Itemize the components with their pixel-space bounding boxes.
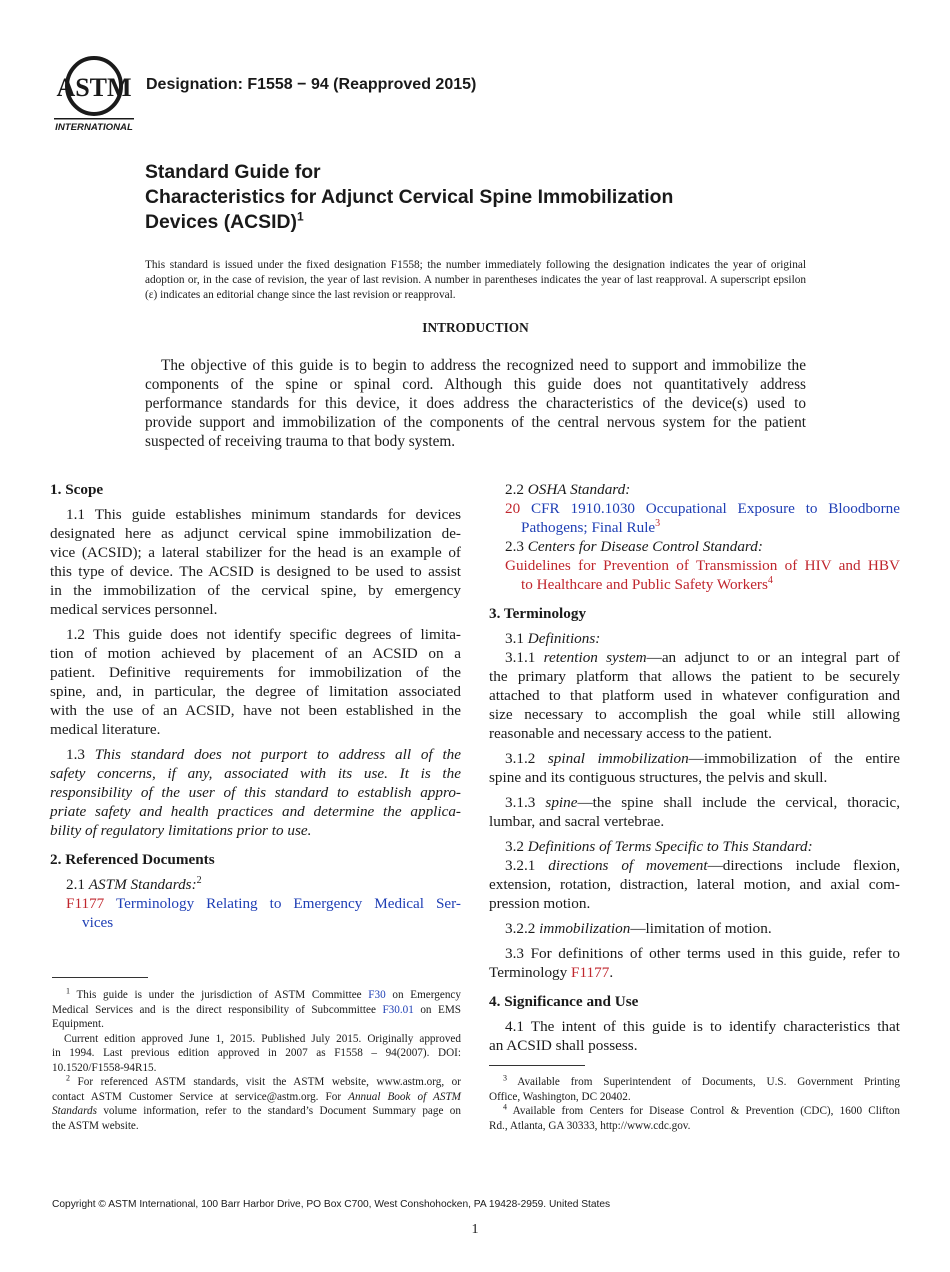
- link-f1177[interactable]: F1177: [571, 964, 610, 981]
- para-line: bility of regulatory limitations prior to use.: [50, 822, 312, 839]
- footnotes-left: [52, 988, 461, 1133]
- para-line: responsibility of the user of this standard to establish appro-: [50, 784, 461, 801]
- section-heading-scope: 1. Scope: [50, 481, 104, 498]
- reference-f1177-cont[interactable]: vices: [82, 914, 114, 931]
- reference-f1177[interactable]: F1177 Terminology Relating to Emergency Medical Ser-: [66, 895, 461, 912]
- para-line: safety concerns, if any, associated with its use. It is the: [50, 765, 461, 782]
- para-line: tion of motion achieved by placement of an ACSID on a: [50, 645, 461, 662]
- para-line: 3.2.1 directions of movement—directions include flexion,: [505, 857, 900, 874]
- page-number: 1: [471, 1222, 479, 1237]
- para-line: 3.1 Definitions:: [505, 630, 601, 647]
- para-line: 1.2 This guide does not identify specific degrees of limita-: [66, 626, 461, 643]
- footnotes-right: [489, 1075, 900, 1133]
- section-heading-significance: 4. Significance and Use: [489, 993, 639, 1010]
- link-f30[interactable]: F30: [368, 989, 386, 1001]
- para-line: medical literature.: [50, 721, 161, 738]
- title-line-1: Standard Guide for: [145, 161, 321, 183]
- para-line: 3.2.2 immobilization—limitation of motion.: [505, 920, 772, 937]
- intro-line: provide support and immobilization of the components of the central nervous system for the patient: [145, 414, 806, 431]
- title-line-3: Devices (ACSID)$^1$: [145, 209, 304, 233]
- footnote-rule-left: [52, 977, 148, 978]
- footnote-rule-right: [489, 1065, 585, 1066]
- intro-line: performance standards for this device, it does address the characteristics of the device(s) used to: [145, 395, 806, 412]
- intro-text: [145, 356, 806, 451]
- logo-letters: ASTM: [56, 73, 132, 102]
- para-line: spine, and, in particular, the degree of limitation associated: [50, 683, 461, 700]
- intro-line: suspected of receiving trauma to that body system.: [145, 433, 456, 450]
- footnote-line: Rd., Atlanta, GA 30333, http://www.cdc.gov.: [489, 1119, 691, 1132]
- footnote-line: Medical Services and is the direct responsibility of Subcommittee F30.01 on EMS: [52, 1003, 461, 1016]
- footnote-line: $^3$ Available from Superintendent of Documents, U.S. Government Printing: [503, 1073, 900, 1088]
- para-line: 3.3 For definitions of other terms used in this guide, refer to: [505, 945, 900, 962]
- footnote-line: contact ASTM Customer Service at service@astm.org. For Annual Book of ASTM: [52, 1090, 461, 1103]
- section-heading-referenced-documents: 2. Referenced Documents: [50, 851, 215, 868]
- para-line: 2.2 OSHA Standard:: [505, 481, 631, 498]
- title-block: [145, 160, 845, 235]
- para-line: 1.3 This standard does not purport to address all of the: [66, 746, 462, 763]
- para-line: attached to that platform used in whatever configuration and: [489, 687, 900, 704]
- para-line: 3.1.2 spinal immobilization—immobilization of the entire: [505, 750, 900, 767]
- reference-cdc-cont[interactable]: to Healthcare and Public Safety Workers$^4$: [521, 574, 773, 593]
- para-line: 1.1 This guide establishes minimum standards for devices: [66, 506, 461, 523]
- para-line: extension, rotation, distraction, lateral motion, and axial com-: [489, 876, 900, 893]
- intro-line: The objective of this guide is to begin to address the recognized need to support and immobilize the: [161, 357, 806, 374]
- para-line: lumbar, and sacral vertebrae.: [489, 813, 665, 830]
- footnote-line: Current edition approved June 1, 2015. Published July 2015. Originally approved: [64, 1032, 461, 1045]
- para-line: size necessary to accomplish the goal while still allowing: [489, 706, 900, 723]
- para-line: the primary platform that allows the patient to be securely: [489, 668, 900, 685]
- astm-logo: [52, 52, 136, 134]
- footnote-line: $^1$ This guide is under the jurisdiction of ASTM Committee F30 on Emergency: [66, 986, 461, 1001]
- footnote-line: the ASTM website.: [52, 1119, 139, 1132]
- logo-text: INTERNATIONAL: [55, 122, 133, 133]
- para-line: 2.3 Centers for Disease Control Standard:: [505, 538, 763, 555]
- para-line: 4.1 The intent of this guide is to identify characteristics that: [505, 1018, 900, 1035]
- para-line: designated here as adjunct cervical spine immobilization de-: [50, 525, 461, 542]
- title-line-2: Characteristics for Adjunct Cervical Spine Immobilization: [145, 186, 674, 208]
- reference-cfr[interactable]: 20 CFR 1910.1030 Occupational Exposure to Bloodborne: [505, 500, 901, 517]
- footnote-line: $^2$ For referenced ASTM standards, visit the ASTM website, www.astm.org, or: [66, 1073, 461, 1088]
- para-line: priate safety and health practices and determine the applica-: [50, 803, 461, 820]
- intro-line: components of the spine or spinal cord. Although this guide does not quantitatively address: [145, 376, 806, 393]
- footnote-line: $^4$ Available from Centers for Disease Control & Prevention (CDC), 1600 Clifton: [503, 1102, 900, 1117]
- designation: Designation: F1558 − 94 (Reapproved 2015): [146, 76, 477, 93]
- footnote-line: Equipment.: [52, 1018, 104, 1030]
- para-line: with the use of an ACSID, have not been established in the: [50, 702, 461, 719]
- left-column: [50, 480, 461, 932]
- para-line: medical services personnel.: [50, 601, 218, 618]
- title-footnote-ref: 1: [296, 209, 304, 224]
- para-line: an ACSID shall possess.: [489, 1037, 638, 1054]
- para-line: patient. Definitive requirements for immobilization of the: [50, 664, 461, 681]
- para-line: 3.1.3 spine—the spine shall include the cervical, thoracic,: [505, 794, 901, 811]
- copyright-notice: Copyright © ASTM International, 100 Barr Harbor Drive, PO Box C700, West Conshohocken, PA 19428-2959. United States: [52, 1199, 611, 1210]
- footnote-line: Standards volume information, refer to the standard’s Document Summary page on: [52, 1105, 461, 1117]
- para-line: 2.1 ASTM Standards:$^2$: [66, 874, 202, 893]
- para-line: in the immobilization of the cervical spine, by emergency: [50, 582, 461, 599]
- reference-cdc[interactable]: Guidelines for Prevention of Transmission of HIV and HBV: [505, 557, 900, 574]
- right-column: [489, 480, 900, 1055]
- footnote-line: 10.1520/F1558-94R15.: [52, 1061, 157, 1074]
- para-line: vice (ACSID); a lateral stabilizer for the head is an example of: [50, 544, 461, 561]
- issue-note: This standard is issued under the fixed designation F1558; the number immediately following the designation indicates the year of original adoption or, in the case of revision, the year of last revision. A number in parentheses indicates the year of last reapproval. A superscript epsilon (ε) indicates an editorial change since the last revision or reapproval.: [145, 259, 806, 301]
- para-line: pression motion.: [489, 895, 591, 912]
- intro-heading: INTRODUCTION: [422, 320, 529, 335]
- link-f30-01[interactable]: F30.01: [382, 1003, 414, 1016]
- para-line: Terminology F1177.: [489, 964, 614, 981]
- section-heading-terminology: 3. Terminology: [489, 605, 587, 622]
- para-line: 3.2 Definitions of Terms Specific to This Standard:: [505, 838, 813, 855]
- para-line: spine and its contiguous structures, the pelvis and skull.: [489, 769, 828, 786]
- para-line: this type of device. The ACSID is designed to be used to assist: [50, 563, 461, 580]
- para-line: reasonable and necessary access to the patient.: [489, 725, 772, 742]
- footnote-line: Office, Washington, DC 20402.: [489, 1090, 631, 1103]
- footnote-line: in 1994. Last previous edition approved in 2007 as F1558 – 94(2007). DOI:: [52, 1047, 461, 1059]
- para-line: 3.1.1 retention system—an adjunct to or an integral part of: [505, 649, 900, 666]
- reference-cfr-cont[interactable]: Pathogens; Final Rule$^3$: [521, 517, 661, 536]
